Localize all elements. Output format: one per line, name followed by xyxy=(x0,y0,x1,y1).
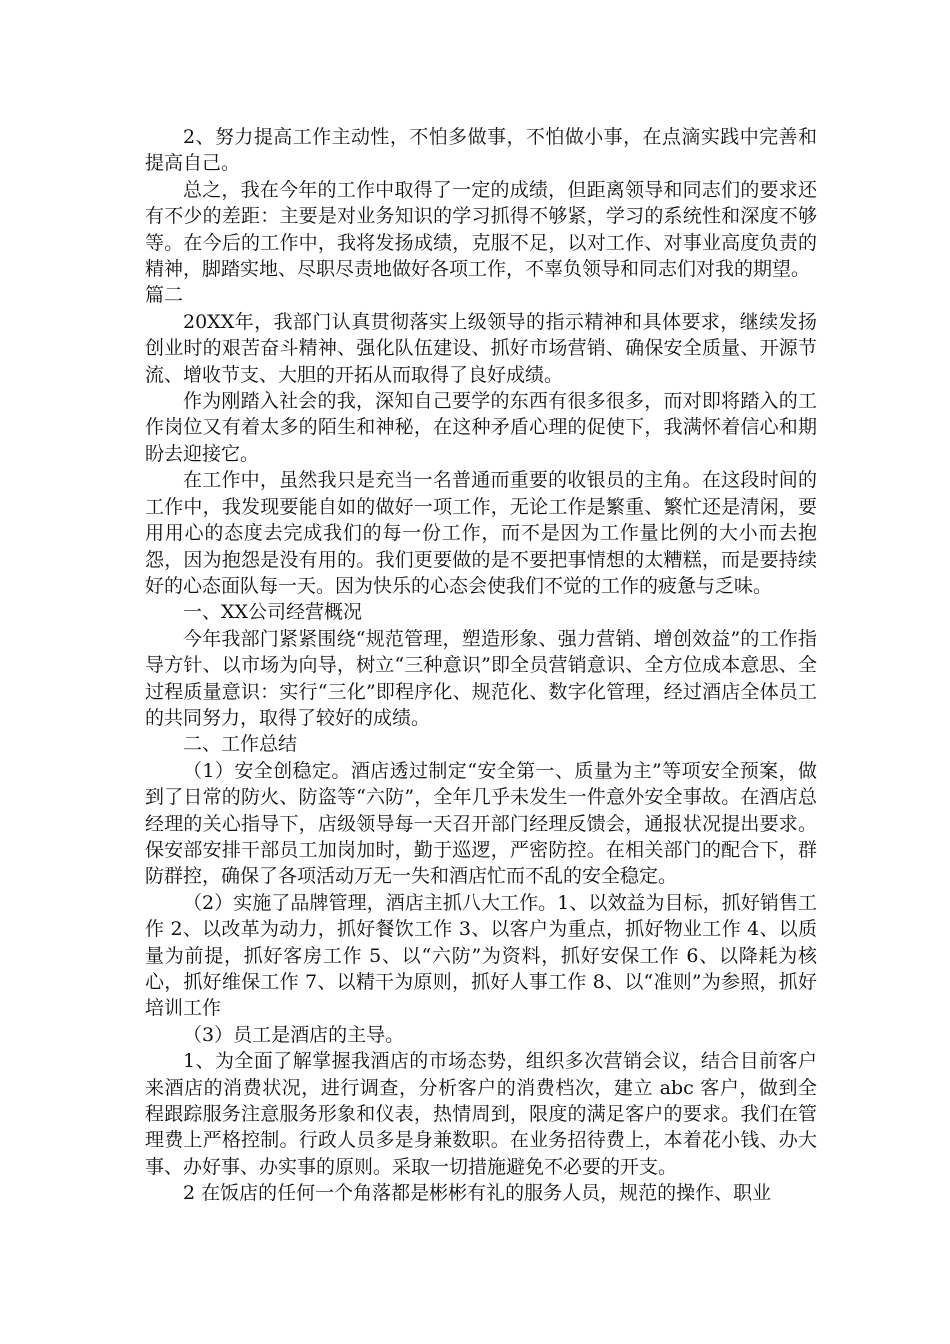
paragraph: 作为刚踏入社会的我，深知自己要学的东西有很多很多，而对即将踏入的工作岗位又有着太多的陌生和神秘，在这种矛盾心理的促使下，我满怀着信心和期盼去迎接它。 xyxy=(145,390,817,465)
paragraph: 今年我部门紧紧围绕“规范管理，塑造形象、强力营销、增创效益”的工作指导方针、以市场为向导，树立“三种意识”即全员营销意识、全方位成本意思、全过程质量意识：实行“三化”即程序化、规范化、数字化管理，经过酒店全体员工的共同努力，取得了较好的成绩。 xyxy=(145,627,817,729)
paragraph: （2）实施了品牌管理，酒店主抓八大工作。1、以效益为目标，抓好销售工作 2、以改革为动力，抓好餐饮工作 3、以客户为重点，抓好物业工作 4、以质量为前提，抓好客房工作 5、以“六防”为资料，抓好安保工作 6、以降耗为核心，抓好维保工作 7、以精干为原则，抓好人事工作 8、以“准则”为参照，抓好培训工作 xyxy=(145,891,817,1020)
section-heading: 一、XX公司经营概况 xyxy=(183,601,363,624)
paragraph: 2、努力提高工作主动性，不怕多做事，不怕做小事，在点滴实践中完善和提高自己。 xyxy=(145,126,817,175)
paragraph: 在工作中，虽然我只是充当一名普通而重要的收银员的主角。在这段时间的工作中，我发现要能自如的做好一项工作，无论工作是繁重、繁忙还是清闲，要用用心的态度去完成我们的每一份工作，而不是因为工作量比例的大小而去抱怨，因为抱怨是没有用的。我们更要做的是不要把事情想的太糟糕，而是要持续好的心态面队每一天。因为快乐的心态会使我们不觉的工作的疲惫与乏味。 xyxy=(145,469,817,597)
section-heading: 篇二 xyxy=(145,284,184,307)
paragraph: 20XX年，我部门认真贯彻落实上级领导的指示精神和具体要求，继续发扬创业时的艰苦奋斗精神、强化队伍建设、抓好市场营销、确保安全质量、开源节流、增收节支、大胆的开拓从而取得了良好成绩。 xyxy=(145,310,817,386)
document-page xyxy=(145,124,817,1207)
paragraph: （1）安全创稳定。酒店透过制定“安全第一、质量为主”等项安全预案，做到了日常的防火、防盗等“六防”，全年几乎未发生一件意外安全事故。在酒店总经理的关心指导下，店级领导每一天召开部门经理反馈会，通报状况提出要求。保安部安排干部员工加岗加时，勤于巡逻，严密防控。在相关部门的配合下，群防群控，确保了各项活动万无一失和酒店忙而不乱的安全稳定。 xyxy=(145,759,817,888)
subsection-heading: （3）员工是酒店的主导。 xyxy=(183,1023,405,1046)
paragraph: 总之，我在今年的工作中取得了一定的成绩，但距离领导和同志们的要求还有不少的差距：主要是对业务知识的学习抓得不够紧，学习的系统性和深度不够等。在今后的工作中，我将发扬成绩，克服不足，以对工作、对事业高度负责的精神，脚踏实地、尽职尽责地做好各项工作，不辜负领导和同志们对我的期望。 xyxy=(145,178,817,281)
section-heading: 二、工作总结 xyxy=(183,733,298,756)
paragraph: 2 在饭店的任何一个角落都是彬彬有礼的服务人员，规范的操作、职业 xyxy=(183,1182,772,1205)
paragraph: 1、为全面了解掌握我酒店的市场态势，组织多次营销会议，结合目前客户来酒店的消费状况，进行调查，分析客户的消费档次，建立 abc 客户，做到全程跟踪服务注意服务形象和仪表，热情周到，限度的满足客户的要求。我们在管理费上严格控制。行政人员多是身兼数职。在业务招待费上，本着花小钱、办大事、办好事、办实事的原则。采取一切措施避免不必要的开支。 xyxy=(145,1050,817,1178)
